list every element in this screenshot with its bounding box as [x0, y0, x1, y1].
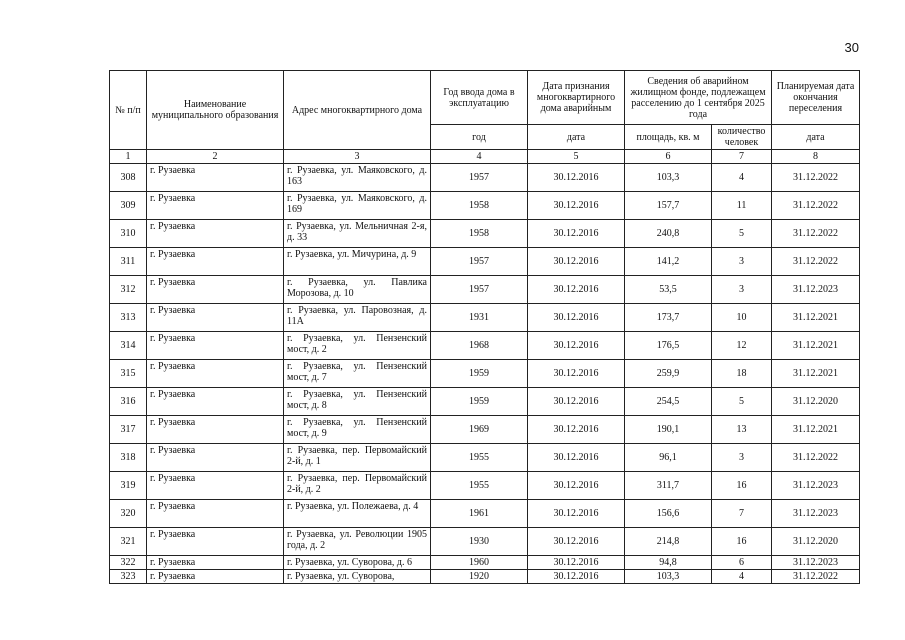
- people-cell: 3: [712, 444, 772, 472]
- municipality-cell: г. Рузаевка: [147, 220, 284, 248]
- people-cell: 3: [712, 248, 772, 276]
- area-cell: 157,7: [625, 192, 712, 220]
- column-number: 2: [147, 150, 284, 164]
- area-cell: 103,3: [625, 164, 712, 192]
- header-year-built: Год ввода дома в эксплуатацию: [431, 71, 528, 125]
- area-cell: 96,1: [625, 444, 712, 472]
- header-planned-date: Планируемая дата окончания переселения: [772, 71, 860, 125]
- row-number: 317: [110, 416, 147, 444]
- year-cell: 1957: [431, 248, 528, 276]
- subheader-date: дата: [528, 125, 625, 150]
- planned-date-cell: 31.12.2022: [772, 444, 860, 472]
- subheader-area: площадь, кв. м: [625, 125, 712, 150]
- address-cell: г. Рузаевка, ул. Революции 1905 года, д. 2: [284, 528, 431, 556]
- year-cell: 1959: [431, 388, 528, 416]
- page-number: 30: [844, 40, 859, 55]
- header-municipality: Наименование муниципального образования: [147, 71, 284, 150]
- municipality-cell: г. Рузаевка: [147, 360, 284, 388]
- address-cell: г. Рузаевка, ул. Пензенский мост, д. 9: [284, 416, 431, 444]
- table-row: [110, 304, 860, 332]
- address-cell: г. Рузаевка, ул. Маяковского, д. 169: [284, 192, 431, 220]
- area-cell: 214,8: [625, 528, 712, 556]
- people-cell: 18: [712, 360, 772, 388]
- row-number: 311: [110, 248, 147, 276]
- planned-date-cell: 31.12.2022: [772, 570, 860, 584]
- planned-date-cell: 31.12.2022: [772, 248, 860, 276]
- municipality-cell: г. Рузаевка: [147, 276, 284, 304]
- recognition-date-cell: 30.12.2016: [528, 164, 625, 192]
- municipality-cell: г. Рузаевка: [147, 500, 284, 528]
- recognition-date-cell: 30.12.2016: [528, 192, 625, 220]
- municipality-cell: г. Рузаевка: [147, 556, 284, 570]
- year-cell: 1968: [431, 332, 528, 360]
- recognition-date-cell: 30.12.2016: [528, 276, 625, 304]
- recognition-date-cell: 30.12.2016: [528, 570, 625, 584]
- recognition-date-cell: 30.12.2016: [528, 360, 625, 388]
- recognition-date-cell: 30.12.2016: [528, 304, 625, 332]
- row-number: 320: [110, 500, 147, 528]
- year-cell: 1955: [431, 472, 528, 500]
- recognition-date-cell: 30.12.2016: [528, 416, 625, 444]
- people-cell: 12: [712, 332, 772, 360]
- municipality-cell: г. Рузаевка: [147, 570, 284, 584]
- area-cell: 173,7: [625, 304, 712, 332]
- year-cell: 1969: [431, 416, 528, 444]
- table-row: [110, 248, 860, 276]
- planned-date-cell: 31.12.2021: [772, 416, 860, 444]
- table-row: [110, 220, 860, 248]
- row-number: 308: [110, 164, 147, 192]
- table-row: [110, 388, 860, 416]
- table-row: [110, 570, 860, 584]
- address-cell: г. Рузаевка, ул. Павлика Морозова, д. 10: [284, 276, 431, 304]
- year-cell: 1958: [431, 220, 528, 248]
- row-number: 322: [110, 556, 147, 570]
- people-cell: 4: [712, 164, 772, 192]
- people-cell: 5: [712, 388, 772, 416]
- planned-date-cell: 31.12.2023: [772, 500, 860, 528]
- municipality-cell: г. Рузаевка: [147, 164, 284, 192]
- planned-date-cell: 31.12.2023: [772, 556, 860, 570]
- planned-date-cell: 31.12.2021: [772, 360, 860, 388]
- subheader-year: год: [431, 125, 528, 150]
- area-cell: 103,3: [625, 570, 712, 584]
- planned-date-cell: 31.12.2023: [772, 472, 860, 500]
- people-cell: 7: [712, 500, 772, 528]
- address-cell: г. Рузаевка, ул. Маяковского, д. 163: [284, 164, 431, 192]
- table-row: [110, 556, 860, 570]
- municipality-cell: г. Рузаевка: [147, 444, 284, 472]
- recognition-date-cell: 30.12.2016: [528, 528, 625, 556]
- column-number: 4: [431, 150, 528, 164]
- address-cell: г. Рузаевка, ул. Мичурина, д. 9: [284, 248, 431, 276]
- year-cell: 1958: [431, 192, 528, 220]
- area-cell: 53,5: [625, 276, 712, 304]
- municipality-cell: г. Рузаевка: [147, 416, 284, 444]
- column-number: 7: [712, 150, 772, 164]
- column-number: 1: [110, 150, 147, 164]
- emergency-housing-table: [109, 70, 860, 584]
- address-cell: г. Рузаевка, ул. Суворова,: [284, 570, 431, 584]
- row-number: 314: [110, 332, 147, 360]
- subheader-people: количество человек: [712, 125, 772, 150]
- people-cell: 6: [712, 556, 772, 570]
- row-number: 323: [110, 570, 147, 584]
- header-recognition-date: Дата признания многоквартирного дома аварийным: [528, 71, 625, 125]
- address-cell: г. Рузаевка, ул. Пензенский мост, д. 8: [284, 388, 431, 416]
- recognition-date-cell: 30.12.2016: [528, 556, 625, 570]
- people-cell: 10: [712, 304, 772, 332]
- recognition-date-cell: 30.12.2016: [528, 472, 625, 500]
- header-fund-info: Сведения об аварийном жилищном фонде, подлежащем расселению до 1 сентября 2025 года: [625, 71, 772, 125]
- year-cell: 1960: [431, 556, 528, 570]
- table-row: [110, 528, 860, 556]
- row-number: 318: [110, 444, 147, 472]
- table-row: [110, 360, 860, 388]
- area-cell: 311,7: [625, 472, 712, 500]
- people-cell: 4: [712, 570, 772, 584]
- table-row: [110, 276, 860, 304]
- address-cell: г. Рузаевка, ул. Пензенский мост, д. 7: [284, 360, 431, 388]
- column-number: 5: [528, 150, 625, 164]
- row-number: 310: [110, 220, 147, 248]
- municipality-cell: г. Рузаевка: [147, 388, 284, 416]
- address-cell: г. Рузаевка, ул. Паровозная, д. 11А: [284, 304, 431, 332]
- year-cell: 1955: [431, 444, 528, 472]
- people-cell: 16: [712, 472, 772, 500]
- area-cell: 156,6: [625, 500, 712, 528]
- recognition-date-cell: 30.12.2016: [528, 444, 625, 472]
- table-body: [110, 164, 860, 584]
- table-row: [110, 416, 860, 444]
- area-cell: 190,1: [625, 416, 712, 444]
- address-cell: г. Рузаевка, ул. Суворова, д. 6: [284, 556, 431, 570]
- municipality-cell: г. Рузаевка: [147, 332, 284, 360]
- people-cell: 5: [712, 220, 772, 248]
- people-cell: 3: [712, 276, 772, 304]
- column-number: 3: [284, 150, 431, 164]
- row-number: 319: [110, 472, 147, 500]
- planned-date-cell: 31.12.2020: [772, 528, 860, 556]
- year-cell: 1961: [431, 500, 528, 528]
- year-cell: 1957: [431, 164, 528, 192]
- column-number: 8: [772, 150, 860, 164]
- people-cell: 13: [712, 416, 772, 444]
- recognition-date-cell: 30.12.2016: [528, 388, 625, 416]
- year-cell: 1930: [431, 528, 528, 556]
- table-row: [110, 472, 860, 500]
- area-cell: 141,2: [625, 248, 712, 276]
- planned-date-cell: 31.12.2021: [772, 304, 860, 332]
- column-number: 6: [625, 150, 712, 164]
- recognition-date-cell: 30.12.2016: [528, 220, 625, 248]
- column-number-row: [110, 150, 860, 164]
- address-cell: г. Рузаевка, ул. Мельничная 2-я, д. 33: [284, 220, 431, 248]
- address-cell: г. Рузаевка, ул. Полежаева, д. 4: [284, 500, 431, 528]
- area-cell: 254,5: [625, 388, 712, 416]
- year-cell: 1957: [431, 276, 528, 304]
- municipality-cell: г. Рузаевка: [147, 528, 284, 556]
- row-number: 321: [110, 528, 147, 556]
- address-cell: г. Рузаевка, ул. Пензенский мост, д. 2: [284, 332, 431, 360]
- area-cell: 240,8: [625, 220, 712, 248]
- municipality-cell: г. Рузаевка: [147, 304, 284, 332]
- recognition-date-cell: 30.12.2016: [528, 248, 625, 276]
- planned-date-cell: 31.12.2023: [772, 276, 860, 304]
- header-address: Адрес многоквартирного дома: [284, 71, 431, 150]
- municipality-cell: г. Рузаевка: [147, 472, 284, 500]
- row-number: 312: [110, 276, 147, 304]
- table-row: [110, 332, 860, 360]
- address-cell: г. Рузаевка, пер. Первомайский 2-й, д. 1: [284, 444, 431, 472]
- header-num: № п/п: [110, 71, 147, 150]
- year-cell: 1931: [431, 304, 528, 332]
- people-cell: 11: [712, 192, 772, 220]
- area-cell: 259,9: [625, 360, 712, 388]
- year-cell: 1959: [431, 360, 528, 388]
- recognition-date-cell: 30.12.2016: [528, 500, 625, 528]
- municipality-cell: г. Рузаевка: [147, 248, 284, 276]
- table-row: [110, 444, 860, 472]
- planned-date-cell: 31.12.2020: [772, 388, 860, 416]
- address-cell: г. Рузаевка, пер. Первомайский 2-й, д. 2: [284, 472, 431, 500]
- row-number: 313: [110, 304, 147, 332]
- year-cell: 1920: [431, 570, 528, 584]
- area-cell: 176,5: [625, 332, 712, 360]
- subheader-planned: дата: [772, 125, 860, 150]
- table-row: [110, 192, 860, 220]
- table-row: [110, 500, 860, 528]
- row-number: 309: [110, 192, 147, 220]
- row-number: 316: [110, 388, 147, 416]
- area-cell: 94,8: [625, 556, 712, 570]
- row-number: 315: [110, 360, 147, 388]
- recognition-date-cell: 30.12.2016: [528, 332, 625, 360]
- planned-date-cell: 31.12.2022: [772, 192, 860, 220]
- planned-date-cell: 31.12.2021: [772, 332, 860, 360]
- planned-date-cell: 31.12.2022: [772, 220, 860, 248]
- municipality-cell: г. Рузаевка: [147, 192, 284, 220]
- people-cell: 16: [712, 528, 772, 556]
- table-row: [110, 164, 860, 192]
- planned-date-cell: 31.12.2022: [772, 164, 860, 192]
